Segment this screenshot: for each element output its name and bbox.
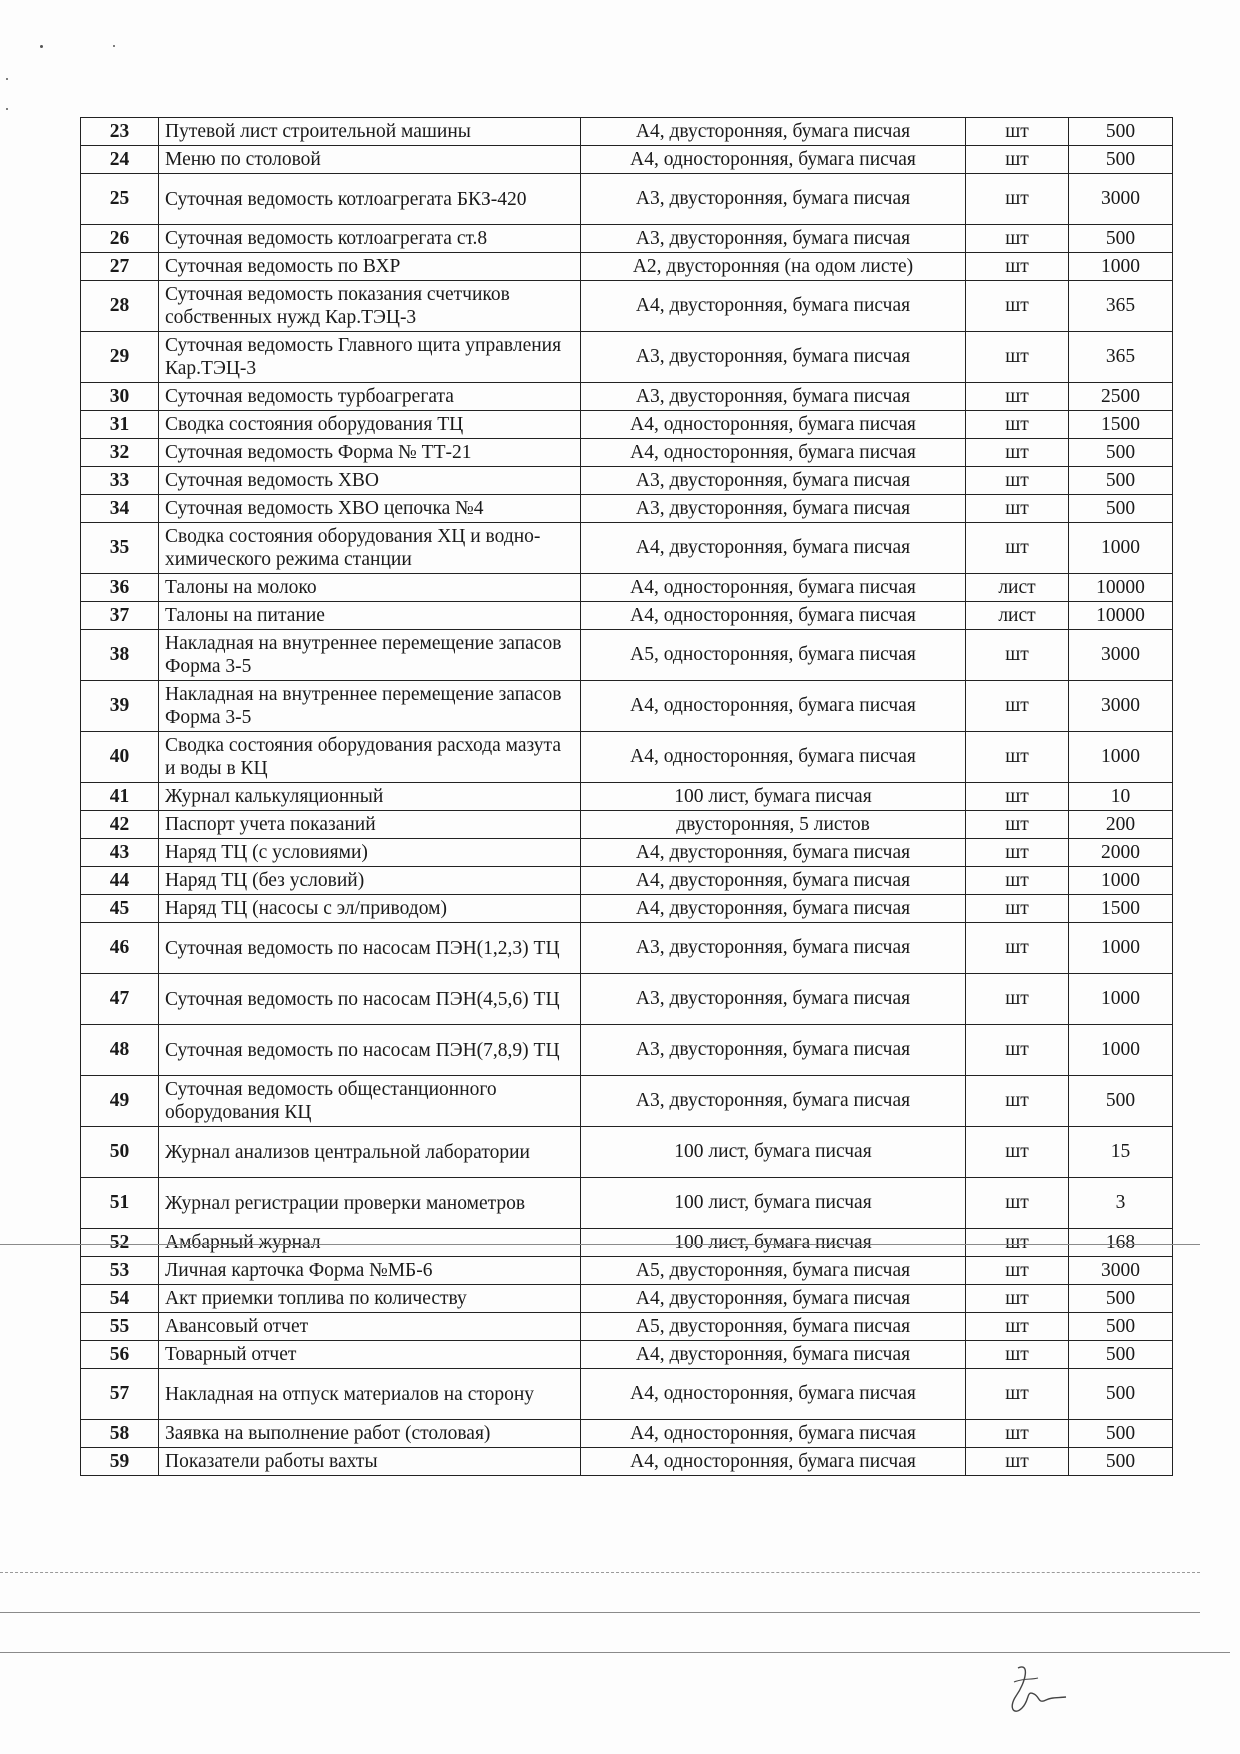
format-spec-cell: А4, двусторонняя, бумага писчая xyxy=(581,895,966,923)
row-number-cell: 29 xyxy=(81,332,159,383)
table-row xyxy=(81,253,1173,281)
table-row xyxy=(81,332,1173,383)
unit-cell: шт xyxy=(966,839,1069,867)
quantity-cell: 15 xyxy=(1069,1127,1173,1178)
table-row xyxy=(81,1257,1173,1285)
document-name-cell: Суточная ведомость Главного щита управления Кар.ТЭЦ-3 xyxy=(159,332,581,383)
scan-artifact-line xyxy=(0,1652,1230,1653)
scan-speck xyxy=(6,78,8,80)
row-number-cell: 42 xyxy=(81,811,159,839)
format-spec-cell: А4, односторонняя, бумага писчая xyxy=(581,681,966,732)
document-name-cell: Накладная на отпуск материалов на сторону xyxy=(159,1369,581,1420)
table-row xyxy=(81,1341,1173,1369)
unit-cell: шт xyxy=(966,681,1069,732)
document-name-cell: Суточная ведомость котлоагрегата БКЗ-420 xyxy=(159,174,581,225)
quantity-cell: 200 xyxy=(1069,811,1173,839)
unit-cell: шт xyxy=(966,1420,1069,1448)
document-name-cell: Суточная ведомость по насосам ПЭН(1,2,3) ТЦ xyxy=(159,923,581,974)
unit-cell: лист xyxy=(966,574,1069,602)
table-row xyxy=(81,467,1173,495)
table-row xyxy=(81,1127,1173,1178)
document-name-cell: Показатели работы вахты xyxy=(159,1448,581,1476)
document-name-cell: Личная карточка Форма №МБ-6 xyxy=(159,1257,581,1285)
format-spec-cell: А4, односторонняя, бумага писчая xyxy=(581,602,966,630)
quantity-cell: 3000 xyxy=(1069,174,1173,225)
document-name-cell: Суточная ведомость показания счетчиков собственных нужд Кар.ТЭЦ-3 xyxy=(159,281,581,332)
quantity-cell: 1000 xyxy=(1069,523,1173,574)
unit-cell: шт xyxy=(966,895,1069,923)
format-spec-cell: А3, двусторонняя, бумага писчая xyxy=(581,495,966,523)
document-name-cell: Суточная ведомость общестанционного оборудования КЦ xyxy=(159,1076,581,1127)
format-spec-cell: А2, двусторонняя (на одом листе) xyxy=(581,253,966,281)
row-number-cell: 37 xyxy=(81,602,159,630)
quantity-cell: 365 xyxy=(1069,281,1173,332)
table-row xyxy=(81,1285,1173,1313)
unit-cell: шт xyxy=(966,332,1069,383)
format-spec-cell: А4, односторонняя, бумага писчая xyxy=(581,1369,966,1420)
unit-cell: шт xyxy=(966,1178,1069,1229)
quantity-cell: 500 xyxy=(1069,1448,1173,1476)
row-number-cell: 35 xyxy=(81,523,159,574)
unit-cell: шт xyxy=(966,495,1069,523)
document-name-cell: Суточная ведомость ХВО xyxy=(159,467,581,495)
quantity-cell: 2500 xyxy=(1069,383,1173,411)
signature-mark xyxy=(1000,1660,1080,1720)
items-table-body xyxy=(81,118,1173,1476)
unit-cell: шт xyxy=(966,383,1069,411)
document-name-cell: Суточная ведомость котлоагрегата ст.8 xyxy=(159,225,581,253)
unit-cell: шт xyxy=(966,783,1069,811)
row-number-cell: 26 xyxy=(81,225,159,253)
unit-cell: шт xyxy=(966,867,1069,895)
unit-cell: шт xyxy=(966,411,1069,439)
document-name-cell: Накладная на внутреннее перемещение запасов Форма 3-5 xyxy=(159,681,581,732)
document-name-cell: Суточная ведомость ХВО цепочка №4 xyxy=(159,495,581,523)
quantity-cell: 500 xyxy=(1069,439,1173,467)
format-spec-cell: А4, двусторонняя, бумага писчая xyxy=(581,523,966,574)
scan-speck xyxy=(6,108,8,110)
quantity-cell: 500 xyxy=(1069,495,1173,523)
quantity-cell: 1500 xyxy=(1069,895,1173,923)
table-row xyxy=(81,1025,1173,1076)
format-spec-cell: А3, двусторонняя, бумага писчая xyxy=(581,174,966,225)
table-row xyxy=(81,411,1173,439)
unit-cell: шт xyxy=(966,118,1069,146)
quantity-cell: 1000 xyxy=(1069,732,1173,783)
scan-artifact-line xyxy=(0,1244,1200,1245)
row-number-cell: 50 xyxy=(81,1127,159,1178)
table-row xyxy=(81,630,1173,681)
quantity-cell: 1000 xyxy=(1069,867,1173,895)
format-spec-cell: А4, односторонняя, бумага писчая xyxy=(581,146,966,174)
format-spec-cell: 100 лист, бумага писчая xyxy=(581,1178,966,1229)
document-name-cell: Журнал анализов центральной лаборатории xyxy=(159,1127,581,1178)
unit-cell: шт xyxy=(966,1229,1069,1257)
quantity-cell: 1000 xyxy=(1069,253,1173,281)
format-spec-cell: 100 лист, бумага писчая xyxy=(581,1127,966,1178)
document-name-cell: Наряд ТЦ (с условиями) xyxy=(159,839,581,867)
document-name-cell: Наряд ТЦ (насосы с эл/приводом) xyxy=(159,895,581,923)
unit-cell: шт xyxy=(966,253,1069,281)
format-spec-cell: А4, односторонняя, бумага писчая xyxy=(581,1420,966,1448)
quantity-cell: 500 xyxy=(1069,146,1173,174)
format-spec-cell: 100 лист, бумага писчая xyxy=(581,783,966,811)
document-name-cell: Меню по столовой xyxy=(159,146,581,174)
document-name-cell: Сводка состояния оборудования расхода мазута и воды в КЦ xyxy=(159,732,581,783)
row-number-cell: 40 xyxy=(81,732,159,783)
format-spec-cell: А4, двусторонняя, бумага писчая xyxy=(581,1341,966,1369)
format-spec-cell: А3, двусторонняя, бумага писчая xyxy=(581,974,966,1025)
row-number-cell: 31 xyxy=(81,411,159,439)
unit-cell: шт xyxy=(966,439,1069,467)
row-number-cell: 56 xyxy=(81,1341,159,1369)
table-row xyxy=(81,839,1173,867)
document-name-cell: Журнал регистрации проверки манометров xyxy=(159,1178,581,1229)
unit-cell: шт xyxy=(966,146,1069,174)
unit-cell: шт xyxy=(966,1257,1069,1285)
document-name-cell: Авансовый отчет xyxy=(159,1313,581,1341)
format-spec-cell: А5, двусторонняя, бумага писчая xyxy=(581,1313,966,1341)
unit-cell: шт xyxy=(966,1448,1069,1476)
unit-cell: шт xyxy=(966,1127,1069,1178)
table-row xyxy=(81,811,1173,839)
row-number-cell: 54 xyxy=(81,1285,159,1313)
quantity-cell: 3000 xyxy=(1069,1257,1173,1285)
table-row xyxy=(81,118,1173,146)
table-row xyxy=(81,495,1173,523)
table-row xyxy=(81,1420,1173,1448)
table-row xyxy=(81,574,1173,602)
row-number-cell: 24 xyxy=(81,146,159,174)
table-row xyxy=(81,439,1173,467)
row-number-cell: 48 xyxy=(81,1025,159,1076)
quantity-cell: 3000 xyxy=(1069,630,1173,681)
row-number-cell: 51 xyxy=(81,1178,159,1229)
format-spec-cell: А3, двусторонняя, бумага писчая xyxy=(581,923,966,974)
table-row xyxy=(81,1229,1173,1257)
format-spec-cell: А4, односторонняя, бумага писчая xyxy=(581,439,966,467)
format-spec-cell: А3, двусторонняя, бумага писчая xyxy=(581,225,966,253)
document-name-cell: Паспорт учета показаний xyxy=(159,811,581,839)
document-name-cell: Наряд ТЦ (без условий) xyxy=(159,867,581,895)
document-name-cell: Суточная ведомость по ВХР xyxy=(159,253,581,281)
quantity-cell: 500 xyxy=(1069,1420,1173,1448)
unit-cell: шт xyxy=(966,523,1069,574)
quantity-cell: 2000 xyxy=(1069,839,1173,867)
quantity-cell: 10000 xyxy=(1069,574,1173,602)
row-number-cell: 57 xyxy=(81,1369,159,1420)
row-number-cell: 49 xyxy=(81,1076,159,1127)
table-row xyxy=(81,974,1173,1025)
unit-cell: шт xyxy=(966,1285,1069,1313)
row-number-cell: 41 xyxy=(81,783,159,811)
format-spec-cell: А5, двусторонняя, бумага писчая xyxy=(581,1257,966,1285)
document-name-cell: Амбарный журнал xyxy=(159,1229,581,1257)
document-name-cell: Сводка состояния оборудования ТЦ xyxy=(159,411,581,439)
quantity-cell: 500 xyxy=(1069,1369,1173,1420)
row-number-cell: 46 xyxy=(81,923,159,974)
format-spec-cell: А4, двусторонняя, бумага писчая xyxy=(581,867,966,895)
quantity-cell: 500 xyxy=(1069,467,1173,495)
row-number-cell: 25 xyxy=(81,174,159,225)
format-spec-cell: двусторонняя, 5 листов xyxy=(581,811,966,839)
row-number-cell: 33 xyxy=(81,467,159,495)
table-row xyxy=(81,923,1173,974)
scan-artifact-line xyxy=(0,1612,1200,1613)
format-spec-cell: А3, двусторонняя, бумага писчая xyxy=(581,383,966,411)
row-number-cell: 28 xyxy=(81,281,159,332)
quantity-cell: 168 xyxy=(1069,1229,1173,1257)
format-spec-cell: А4, двусторонняя, бумага писчая xyxy=(581,281,966,332)
format-spec-cell: А3, двусторонняя, бумага писчая xyxy=(581,332,966,383)
row-number-cell: 32 xyxy=(81,439,159,467)
document-name-cell: Суточная ведомость по насосам ПЭН(4,5,6) ТЦ xyxy=(159,974,581,1025)
table-row xyxy=(81,281,1173,332)
format-spec-cell: А4, двусторонняя, бумага писчая xyxy=(581,1285,966,1313)
table-row xyxy=(81,1448,1173,1476)
unit-cell: шт xyxy=(966,174,1069,225)
quantity-cell: 1000 xyxy=(1069,974,1173,1025)
format-spec-cell: А5, односторонняя, бумага писчая xyxy=(581,630,966,681)
document-name-cell: Накладная на внутреннее перемещение запасов Форма 3-5 xyxy=(159,630,581,681)
unit-cell: шт xyxy=(966,923,1069,974)
quantity-cell: 1000 xyxy=(1069,923,1173,974)
unit-cell: шт xyxy=(966,1025,1069,1076)
row-number-cell: 43 xyxy=(81,839,159,867)
quantity-cell: 365 xyxy=(1069,332,1173,383)
quantity-cell: 500 xyxy=(1069,1341,1173,1369)
row-number-cell: 36 xyxy=(81,574,159,602)
unit-cell: шт xyxy=(966,630,1069,681)
table-row xyxy=(81,225,1173,253)
document-name-cell: Товарный отчет xyxy=(159,1341,581,1369)
row-number-cell: 34 xyxy=(81,495,159,523)
document-name-cell: Путевой лист строительной машины xyxy=(159,118,581,146)
document-name-cell: Суточная ведомость Форма № ТТ-21 xyxy=(159,439,581,467)
row-number-cell: 30 xyxy=(81,383,159,411)
unit-cell: шт xyxy=(966,811,1069,839)
unit-cell: шт xyxy=(966,281,1069,332)
document-name-cell: Талоны на питание xyxy=(159,602,581,630)
row-number-cell: 59 xyxy=(81,1448,159,1476)
quantity-cell: 10 xyxy=(1069,783,1173,811)
row-number-cell: 38 xyxy=(81,630,159,681)
format-spec-cell: А4, односторонняя, бумага писчая xyxy=(581,411,966,439)
row-number-cell: 52 xyxy=(81,1229,159,1257)
table-row xyxy=(81,895,1173,923)
document-name-cell: Журнал калькуляционный xyxy=(159,783,581,811)
format-spec-cell: А4, односторонняя, бумага писчая xyxy=(581,1448,966,1476)
quantity-cell: 1000 xyxy=(1069,1025,1173,1076)
format-spec-cell: А4, односторонняя, бумага писчая xyxy=(581,574,966,602)
document-name-cell: Талоны на молоко xyxy=(159,574,581,602)
quantity-cell: 500 xyxy=(1069,118,1173,146)
format-spec-cell: А4, двусторонняя, бумага писчая xyxy=(581,839,966,867)
document-name-cell: Суточная ведомость турбоагрегата xyxy=(159,383,581,411)
unit-cell: шт xyxy=(966,467,1069,495)
row-number-cell: 45 xyxy=(81,895,159,923)
unit-cell: лист xyxy=(966,602,1069,630)
unit-cell: шт xyxy=(966,732,1069,783)
unit-cell: шт xyxy=(966,1313,1069,1341)
unit-cell: шт xyxy=(966,1076,1069,1127)
row-number-cell: 55 xyxy=(81,1313,159,1341)
table-row xyxy=(81,867,1173,895)
quantity-cell: 500 xyxy=(1069,1076,1173,1127)
table-row xyxy=(81,1313,1173,1341)
scan-speck xyxy=(113,45,115,47)
table-row xyxy=(81,174,1173,225)
scan-speck xyxy=(40,45,43,48)
table-row xyxy=(81,523,1173,574)
format-spec-cell: 100 лист, бумага писчая xyxy=(581,1229,966,1257)
quantity-cell: 500 xyxy=(1069,225,1173,253)
table-row xyxy=(81,383,1173,411)
unit-cell: шт xyxy=(966,225,1069,253)
quantity-cell: 500 xyxy=(1069,1313,1173,1341)
table-row xyxy=(81,602,1173,630)
table-row xyxy=(81,732,1173,783)
format-spec-cell: А3, двусторонняя, бумага писчая xyxy=(581,1025,966,1076)
quantity-cell: 3 xyxy=(1069,1178,1173,1229)
scan-artifact-line xyxy=(0,1572,1200,1573)
table-row xyxy=(81,681,1173,732)
quantity-cell: 3000 xyxy=(1069,681,1173,732)
document-name-cell: Акт приемки топлива по количеству xyxy=(159,1285,581,1313)
document-name-cell: Заявка на выполнение работ (столовая) xyxy=(159,1420,581,1448)
document-name-cell: Суточная ведомость по насосам ПЭН(7,8,9) ТЦ xyxy=(159,1025,581,1076)
items-table xyxy=(80,117,1173,1476)
unit-cell: шт xyxy=(966,1341,1069,1369)
quantity-cell: 500 xyxy=(1069,1285,1173,1313)
row-number-cell: 47 xyxy=(81,974,159,1025)
quantity-cell: 1500 xyxy=(1069,411,1173,439)
quantity-cell: 10000 xyxy=(1069,602,1173,630)
table-row xyxy=(81,1369,1173,1420)
format-spec-cell: А3, двусторонняя, бумага писчая xyxy=(581,1076,966,1127)
unit-cell: шт xyxy=(966,1369,1069,1420)
row-number-cell: 53 xyxy=(81,1257,159,1285)
row-number-cell: 39 xyxy=(81,681,159,732)
table-row xyxy=(81,146,1173,174)
document-name-cell: Сводка состояния оборудования ХЦ и водно-химического режима станции xyxy=(159,523,581,574)
format-spec-cell: А3, двусторонняя, бумага писчая xyxy=(581,467,966,495)
table-row xyxy=(81,1178,1173,1229)
format-spec-cell: А4, двусторонняя, бумага писчая xyxy=(581,118,966,146)
row-number-cell: 27 xyxy=(81,253,159,281)
row-number-cell: 23 xyxy=(81,118,159,146)
unit-cell: шт xyxy=(966,974,1069,1025)
format-spec-cell: А4, односторонняя, бумага писчая xyxy=(581,732,966,783)
table-row xyxy=(81,1076,1173,1127)
row-number-cell: 58 xyxy=(81,1420,159,1448)
row-number-cell: 44 xyxy=(81,867,159,895)
table-row xyxy=(81,783,1173,811)
